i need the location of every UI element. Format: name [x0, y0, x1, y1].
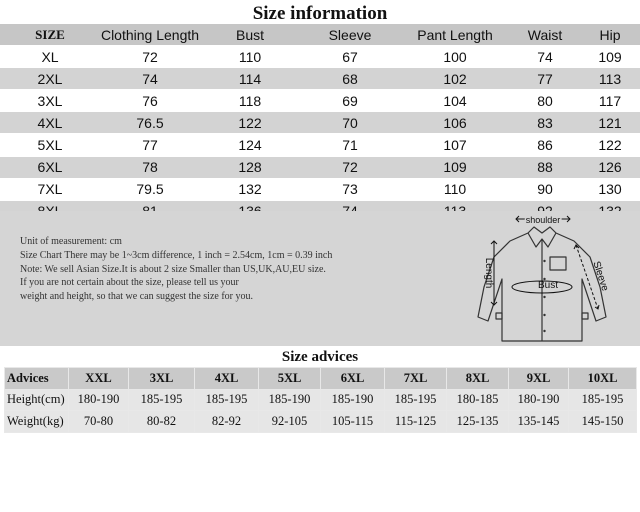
note-line: Note: We sell Asian Size.It is about 2 size Smaller than US,UK,AU,EU size.: [20, 263, 326, 275]
table-cell: XL: [0, 46, 100, 68]
table-cell: 106: [400, 112, 510, 134]
table-cell: XXL: [69, 368, 129, 390]
table-cell: 128: [200, 156, 300, 178]
advices-header-row: [5, 368, 637, 390]
shirt-measurement-diagram: [470, 213, 616, 346]
table-cell: 7XL: [385, 368, 447, 390]
table-cell: 86: [510, 134, 580, 156]
header-size: SIZE: [0, 24, 100, 46]
table-cell: 185-195: [385, 389, 447, 411]
table-cell: 107: [400, 134, 510, 156]
advices-weight-row: [5, 411, 637, 433]
table-cell: 72: [100, 46, 200, 68]
table-cell: 6XL: [321, 368, 385, 390]
table-cell: 185-190: [259, 389, 321, 411]
header-waist: Waist: [510, 24, 580, 46]
table-cell: 69: [300, 90, 400, 112]
shoulder-label: shoulder: [525, 215, 561, 225]
table-cell: 68: [300, 68, 400, 90]
table-cell: 8XL: [447, 368, 509, 390]
table-cell: 76.5: [100, 112, 200, 134]
table-cell: 185-195: [569, 389, 637, 411]
table-cell: 82-92: [195, 411, 259, 433]
table-cell: 90: [510, 178, 580, 200]
table-cell: 109: [400, 156, 510, 178]
table-cell: 76: [100, 90, 200, 112]
table-cell: 5XL: [0, 134, 100, 156]
bust-label: Bust: [537, 280, 559, 291]
table-cell: 78: [100, 156, 200, 178]
sleeve-label: Sleeve: [590, 259, 611, 293]
table-cell: 185-195: [195, 389, 259, 411]
header-pant-length: Pant Length: [400, 24, 510, 46]
measurement-info-panel: [0, 211, 640, 346]
table-cell: 77: [510, 68, 580, 90]
table-cell: 109: [580, 46, 640, 68]
shirt-buttons-icon: [543, 260, 545, 332]
table-cell: 7XL: [0, 178, 100, 200]
header-clothing-length: Clothing Length: [100, 24, 200, 46]
table-cell: 118: [200, 90, 300, 112]
table-cell: Weight(kg): [5, 411, 69, 433]
table-cell: 10XL: [569, 368, 637, 390]
note-line: weight and height, so that we can suggest the size for you.: [20, 291, 253, 303]
table-cell: 4XL: [195, 368, 259, 390]
table-cell: 70: [300, 112, 400, 134]
size-information-title: Size information: [252, 3, 388, 24]
table-cell: 2XL: [0, 68, 100, 90]
table-cell: 67: [300, 46, 400, 68]
table-cell: 88: [510, 156, 580, 178]
advices-height-row: [5, 389, 637, 411]
table-cell: 72: [300, 156, 400, 178]
note-line: Unit of measurement: cm: [20, 236, 122, 247]
table-cell: 5XL: [259, 368, 321, 390]
table-cell: 102: [400, 68, 510, 90]
header-hip: Hip: [580, 24, 640, 46]
table-cell: 115-125: [385, 411, 447, 433]
table-cell: 110: [400, 178, 510, 200]
table-cell: 180-185: [447, 389, 509, 411]
table-row: [0, 134, 640, 156]
table-cell: 74: [510, 46, 580, 68]
table-cell: 70-80: [69, 411, 129, 433]
measurement-arrows-icon: [491, 216, 599, 309]
table-cell: 135-145: [509, 411, 569, 433]
table-cell: 4XL: [0, 112, 100, 134]
table-cell: 145-150: [569, 411, 637, 433]
table-cell: 83: [510, 112, 580, 134]
header-bust: Bust: [200, 24, 300, 46]
table-cell: 71: [300, 134, 400, 156]
table-cell: 3XL: [0, 90, 100, 112]
table-cell: Height(cm): [5, 389, 69, 411]
table-cell: 100: [400, 46, 510, 68]
table-cell: 125-135: [447, 411, 509, 433]
table-row: [0, 112, 640, 134]
table-cell: 130: [580, 178, 640, 200]
table-row: [0, 68, 640, 90]
table-row: [0, 46, 640, 68]
table-cell: 122: [200, 112, 300, 134]
table-row: [0, 178, 640, 200]
table-cell: 185-190: [321, 389, 385, 411]
table-cell: 6XL: [0, 156, 100, 178]
table-cell: 113: [580, 68, 640, 90]
table-cell: 121: [580, 112, 640, 134]
table-row: [0, 156, 640, 178]
table-cell: 114: [200, 68, 300, 90]
table-cell: 104: [400, 90, 510, 112]
table-cell: 180-190: [509, 389, 569, 411]
size-information-table: [0, 24, 640, 223]
table-cell: 73: [300, 178, 400, 200]
table-cell: 105-115: [321, 411, 385, 433]
table-row: [0, 90, 640, 112]
table-cell: 126: [580, 156, 640, 178]
size-advices-table: [4, 367, 637, 433]
table-cell: 80: [510, 90, 580, 112]
table-cell: 185-195: [129, 389, 195, 411]
note-line: Size Chart There may be 1~3cm difference, 1 inch = 2.54cm, 1cm = 0.39 inch: [20, 249, 333, 261]
table-cell: 110: [200, 46, 300, 68]
table-cell: 180-190: [69, 389, 129, 411]
table-cell: 79.5: [100, 178, 200, 200]
table-cell: Advices: [5, 368, 69, 390]
measurement-notes: [20, 235, 332, 304]
table-cell: 124: [200, 134, 300, 156]
table-cell: 9XL: [509, 368, 569, 390]
header-sleeve: Sleeve: [300, 24, 400, 46]
table-cell: 92-105: [259, 411, 321, 433]
note-line: If you are not certain about the size, please tell us your: [20, 277, 239, 289]
table-cell: 132: [200, 178, 300, 200]
table-cell: 74: [100, 68, 200, 90]
table-cell: 117: [580, 90, 640, 112]
table-cell: 3XL: [129, 368, 195, 390]
table-cell: 122: [580, 134, 640, 156]
table-cell: 77: [100, 134, 200, 156]
size-table-header-row: [0, 24, 640, 46]
length-label: Length: [483, 257, 494, 289]
table-cell: 80-82: [129, 411, 195, 433]
size-advices-title: Size advices: [281, 349, 359, 365]
